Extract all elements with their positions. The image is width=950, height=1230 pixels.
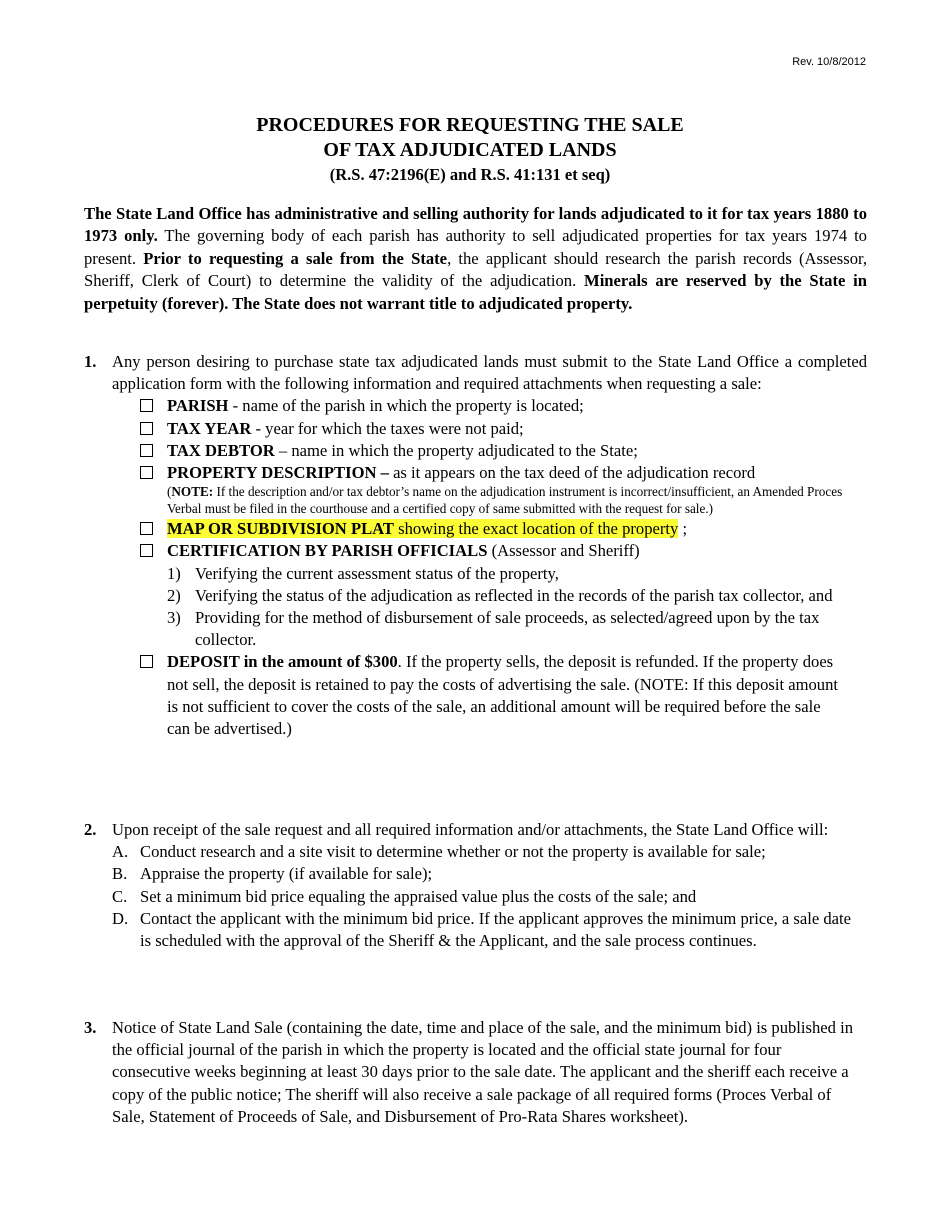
checkbox[interactable] [140,422,153,435]
checkbox[interactable] [140,444,153,457]
step-text: Appraise the property (if available for sale); [140,864,433,884]
item-text: – name in which the property adjudicated to the State; [274,440,638,460]
section-1-text: Any person desiring to purchase state tax adjudicated lands must submit to the State Land Office a completed application form with the following information and required attachments when requesting a sale: [112,352,867,394]
step-text: Conduct research and a site visit to determine whether or not the property is available for sale; [140,842,766,862]
item-text: as it appears on the tax deed of the adjudication record [388,463,756,483]
item-text: . If the property sells, the deposit is refunded. If the property does not sell, the deposit is retained to pay the costs of advertising the sale. (NOTE: If this deposit amount is not sufficient to cover the costs of the sale, an additional amount will be required before the sale can be advertised.) [167,652,838,739]
item-label: MAP OR SUBDIVISION PLAT [167,519,394,539]
note-text: If the description and/or tax debtor’s name on the adjudication instrument is incorrect/insufficient, an Amended Proces Verbal must be filed in the courthouse and a certified copy of same submitted with the request for sale.) [167,484,843,517]
checklist-item-tax-year [140,418,867,440]
intro-bold-3: Minerals are reserved by the State in perpetuity (forever). The State does not warrant title to adjudicated property. [84,271,867,313]
intro-bold-2: Prior to requesting a sale from the State [143,248,448,268]
item-tail: ; [678,519,688,539]
item-text: - year for which the taxes were not paid; [251,418,524,438]
sub-label: 1) [167,563,181,583]
step-label: D. [112,908,129,928]
certification-sub-1 [167,563,867,585]
sub-text: Verifying the current assessment status of the property, [195,563,559,583]
step-b [112,863,867,885]
section-3-number: 3. [84,1018,97,1037]
note-paren: ( [167,484,172,500]
section-3-text: Notice of State Land Sale (containing the date, time and place of the sale, and the minimum bid) is published in the official journal of the parish in which the property is located and the official state journal for four consecutive weeks beginning at least 30 days prior to the sale date. The applicant and the sheriff each receive a copy of the public notice; The sheriff will also receive a sale package of all required forms (Proces Verbal of Sale, Statement of Proceeds of Sale, and Disbursement of Pro-Rata Shares worksheet). [112,1018,853,1126]
section-1-number: 1. [84,352,97,371]
checkbox[interactable] [140,522,153,535]
document-title [0,113,940,186]
section-1 [84,351,867,740]
checklist-item-tax-debtor [140,440,867,462]
item-label: PARISH [167,396,229,416]
certification-sub-2 [167,585,867,607]
checklist-item-parish [140,395,867,417]
checklist-item-property-description [140,462,867,484]
item-label: CERTIFICATION BY PARISH OFFICIALS [167,541,488,561]
section-3 [84,1017,867,1128]
checkbox[interactable] [140,399,153,412]
item-label: TAX DEBTOR [167,440,275,460]
section-2-text: Upon receipt of the sale request and all required information and/or attachments, the State Land Office will: [112,820,829,839]
item-label: TAX YEAR [167,418,252,438]
intro-paragraph [84,203,867,315]
sub-label: 3) [167,608,181,628]
checkbox[interactable] [140,655,153,668]
item-text: (Assessor and Sheriff) [487,541,640,561]
item-label: PROPERTY DESCRIPTION – [167,463,389,483]
checkbox[interactable] [140,466,153,479]
intro-text-2: , the applicant should research the parish records (Assessor, Sheriff, Clerk of Court) to determine the validity of the adjudication. [84,248,867,291]
step-c [112,886,867,908]
sub-label: 2) [167,585,181,605]
step-text: Set a minimum bid price equaling the appraised value plus the costs of the sale; and [140,886,697,906]
statute-reference: (R.S. 47:2196(E) and R.S. 41:131 et seq) [329,165,611,184]
checklist-item-map [140,518,867,540]
checklist-item-certification [140,540,867,562]
title-line-1: PROCEDURES FOR REQUESTING THE SALE [256,114,684,136]
title-line-2: OF TAX ADJUDICATED LANDS [323,139,617,161]
intro-bold-1: The State Land Office has administrative and selling authority for lands adjudicated to it for tax years 1880 to 1973 only. [84,204,867,246]
note-label: NOTE: [171,484,214,500]
description-note [167,483,867,517]
revision-date: Rev. 10/8/2012 [792,56,866,68]
map-highlight [167,519,678,538]
sub-text: Verifying the status of the adjudication as reflected in the records of the parish tax collector, and [195,585,833,605]
step-label: B. [112,864,128,884]
item-label: DEPOSIT in the amount of $300 [167,652,398,672]
step-a [112,841,867,863]
intro-text-1: The governing body of each parish has authority to sell adjudicated properties for tax years 1974 to present. [84,226,867,268]
step-d [112,908,867,952]
checkbox[interactable] [140,544,153,557]
sub-text: Providing for the method of disbursement of sale proceeds, as selected/agreed upon by the tax collector. [195,608,820,650]
step-label: C. [112,886,128,906]
checklist-item-deposit [140,651,867,740]
item-text: showing the exact location of the property [393,519,679,539]
section-2-number: 2. [84,820,97,839]
item-text: - name of the parish in which the property is located; [228,396,584,416]
section-2 [84,819,867,952]
step-label: A. [112,842,129,862]
step-text: Contact the applicant with the minimum bid price. If the applicant approves the minimum price, a sale date is scheduled with the approval of the Sheriff & the Applicant, and the sale process continues. [140,908,852,951]
certification-sub-3 [167,607,867,651]
